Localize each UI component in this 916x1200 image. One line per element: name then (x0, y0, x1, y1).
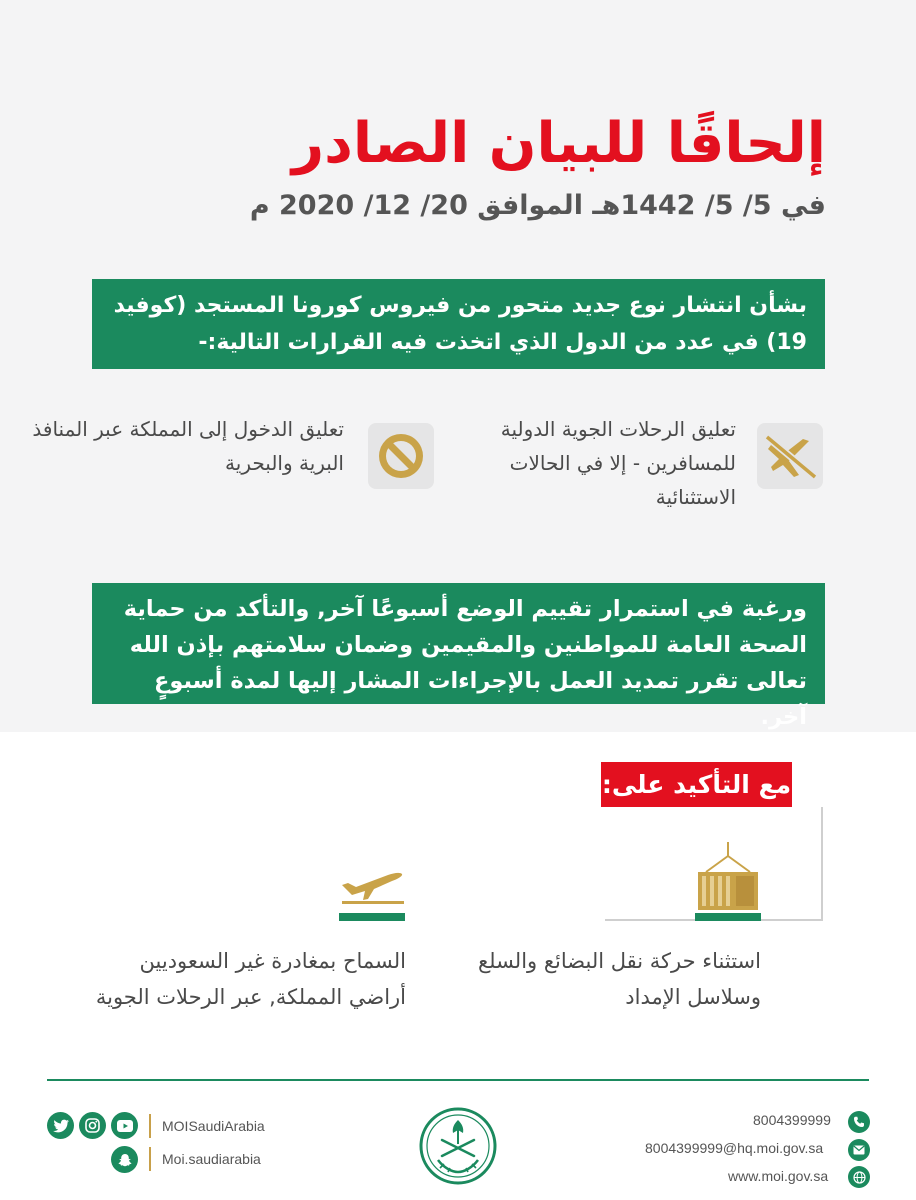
emphasis-allow-departure: السماح بمغادرة غير السعوديين أراضي المملكة, عبر الرحلات الجوية (95, 949, 406, 1009)
website-link[interactable] (848, 1166, 870, 1188)
social-handle[interactable]: MOISaudiArabia (162, 1118, 265, 1134)
envelope-icon (853, 1145, 865, 1155)
date-subtitle: في 5/ 5/ 1442هـ الموافق 20/ 12/ 2020 م (249, 190, 826, 221)
phone-link[interactable] (848, 1111, 870, 1133)
decision-text: ورغبة في استمرار تقييم الوضع أسبوعًا آخر, والتأكد من حماية الصحة العامة للمواطنين والمقيمين وضمان سلامتهم بإذن الله تعالى تقرر تمديد العمل بالإجراءات المشار إليها لمدة أسبوعٍ آخر. (123, 596, 807, 730)
measure-flights-tile (757, 423, 823, 489)
snapchat-handle[interactable]: Moi.saudiarabia (162, 1151, 261, 1167)
plane-departure-icon (338, 863, 408, 905)
measure-suspend-flights: تعليق الرحلات الجوية الدولية للمسافرين - إلا في الحالات الاستثنائية (500, 417, 736, 509)
prohibited-icon (376, 431, 426, 481)
measure-suspend-entry: تعليق الدخول إلى المملكة عبر المنافذ البرية والبحرية (32, 417, 344, 475)
intro-text: بشأن انتشار نوع جديد متحور من فيروس كورونا المستجد (كوفيد 19) في عدد من الدول الذي اتخذت فيه القرارات التالية:- (113, 293, 807, 355)
ministry-emblem-icon (418, 1106, 498, 1186)
instagram-link[interactable] (79, 1112, 106, 1139)
travel-underline (339, 913, 405, 921)
email-address[interactable]: 8004399999@hq.moi.gov.sa (645, 1140, 824, 1156)
website-url[interactable]: www.moi.gov.sa (728, 1168, 829, 1184)
twitter-icon (53, 1119, 69, 1133)
instagram-icon (85, 1118, 100, 1133)
intro-banner (92, 279, 825, 369)
snapchat-icon (118, 1153, 132, 1167)
footer-divider (47, 1079, 869, 1081)
youtube-link[interactable] (111, 1112, 138, 1139)
youtube-icon (117, 1120, 133, 1132)
snapchat-link[interactable] (111, 1146, 138, 1173)
globe-icon (853, 1171, 866, 1184)
no-flight-icon (759, 425, 821, 487)
phone-icon (853, 1116, 865, 1128)
decision-banner (92, 583, 825, 730)
measure-entry-tile (368, 423, 434, 489)
emphasis-exempt-goods: استثناء حركة نقل البضائع والسلع وسلاسل الإمداد (477, 949, 761, 1009)
cargo-container-icon (692, 842, 764, 912)
footer-separator (149, 1147, 151, 1171)
twitter-link[interactable] (47, 1112, 74, 1139)
phone-number[interactable]: 8004399999 (753, 1112, 831, 1128)
email-link[interactable] (848, 1139, 870, 1161)
goods-underline (695, 913, 761, 921)
page-title: إلحاقًا للبيان الصادر (291, 111, 826, 176)
emphasis-badge: مع التأكيد على: (601, 762, 792, 807)
footer-separator (149, 1114, 151, 1138)
